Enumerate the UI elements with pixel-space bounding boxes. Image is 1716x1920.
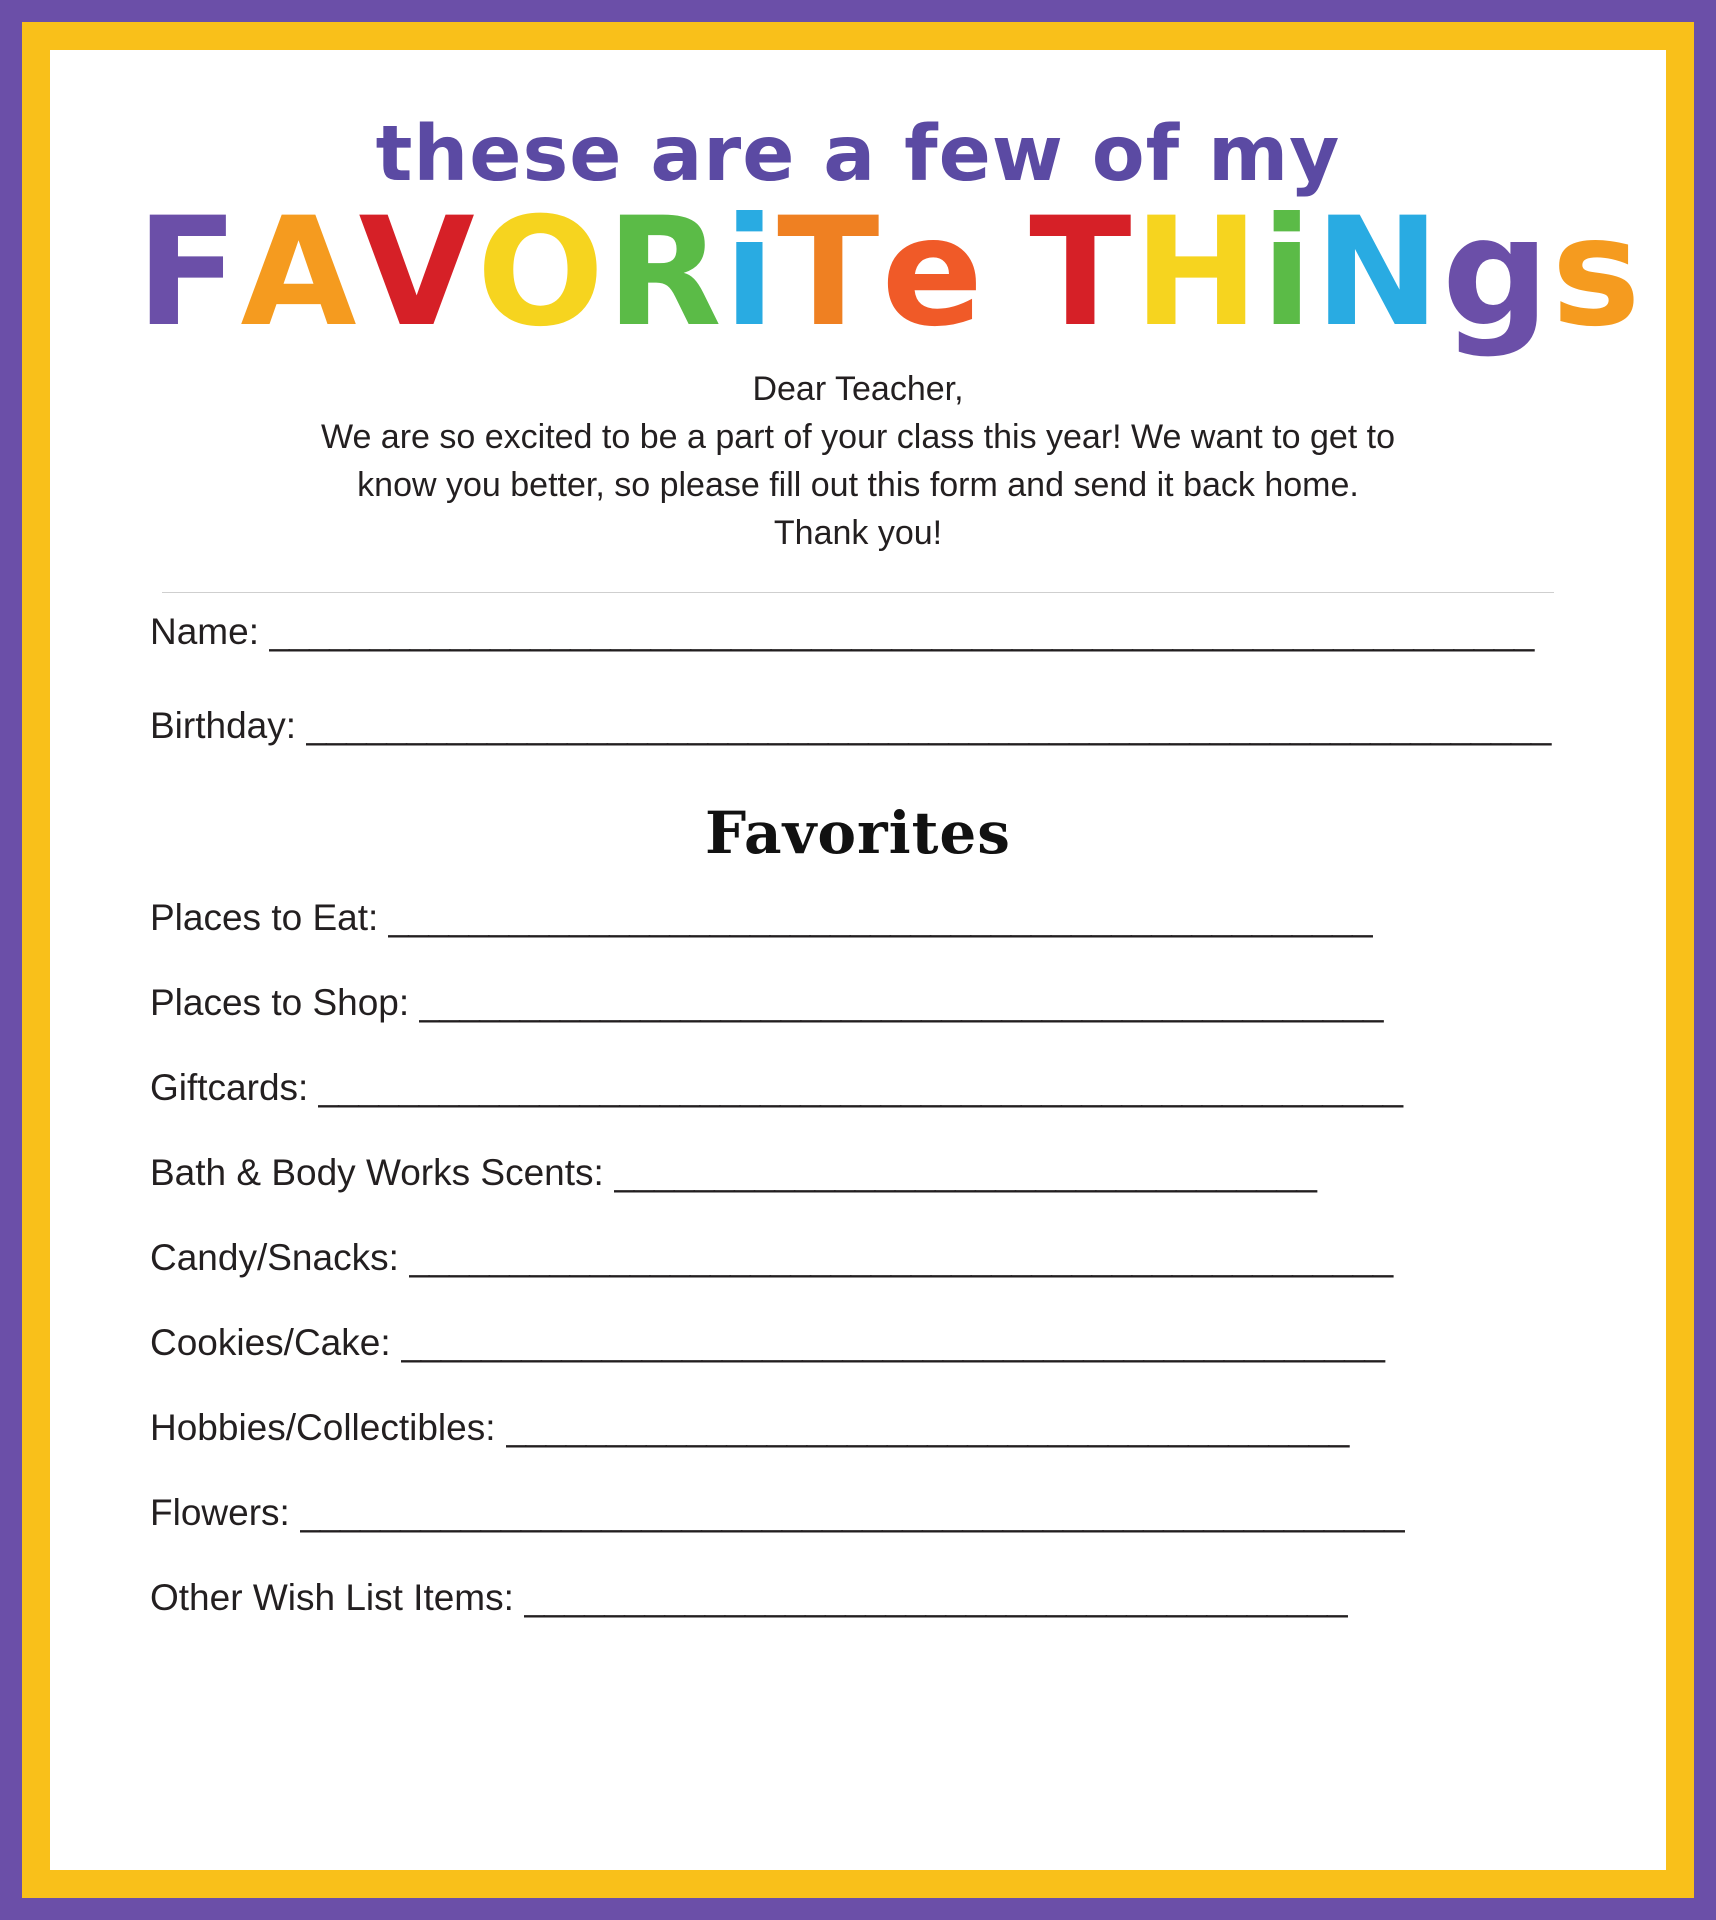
field-candy-snacks[interactable] — [150, 1237, 1566, 1279]
field-giftcards[interactable] — [150, 1067, 1566, 1109]
favorites-heading: Favorites — [705, 798, 1011, 867]
letter-body — [136, 365, 1580, 558]
title-letter: A — [240, 186, 359, 360]
field-writeline[interactable]: ________________________________________________ — [419, 981, 1383, 1023]
field-label: Hobbies/Collectibles: — [150, 1406, 496, 1448]
letter-line: We are so excited to be a part of your class this year! We want to get to — [320, 417, 1396, 456]
title-letter: V — [358, 186, 477, 360]
field-writeline[interactable]: ___________________________________ — [613, 1151, 1317, 1193]
title-letter: s — [1551, 186, 1643, 360]
field-label: Birthday: — [150, 704, 297, 746]
title-letter: g — [1442, 186, 1552, 360]
field-other-wish-list-items[interactable] — [150, 1577, 1566, 1619]
field-cookies-cake[interactable] — [150, 1322, 1566, 1364]
title-letter: i — [1261, 186, 1315, 360]
field-label: Cookies/Cake: — [150, 1321, 391, 1363]
title-letter: F — [136, 186, 241, 360]
title-letter: H — [1133, 186, 1262, 360]
field-label: Giftcards: — [150, 1066, 309, 1108]
letter-line: know you better, so please fill out this form and send it back home. — [357, 466, 1359, 505]
field-label: Candy/Snacks: — [150, 1236, 399, 1278]
letter-line: Dear Teacher, — [752, 369, 964, 408]
field-label: Name: — [150, 610, 259, 652]
field-label: Other Wish List Items: — [150, 1576, 514, 1618]
title-letter: O — [476, 186, 607, 360]
field-writeline[interactable]: _______________________________________________________________ — [268, 610, 1534, 652]
field-writeline[interactable]: ______________________________________________________________ — [306, 704, 1551, 746]
field-flowers[interactable] — [150, 1492, 1566, 1534]
field-label: Places to Eat: — [150, 896, 379, 938]
title-letter: i — [723, 186, 778, 360]
field-writeline[interactable]: _______________________________________________________ — [299, 1491, 1405, 1533]
field-birthday[interactable] — [150, 705, 1566, 747]
title-letter: R — [606, 186, 724, 360]
field-writeline[interactable]: __________________________________________ — [505, 1406, 1349, 1448]
title-subline: these are a few of my — [375, 110, 1341, 199]
field-writeline[interactable]: _________________________________________ — [523, 1576, 1348, 1618]
field-places-to-eat[interactable] — [150, 897, 1566, 939]
field-hobbies-collectibles[interactable] — [150, 1407, 1566, 1449]
field-writeline[interactable]: ______________________________________________________ — [318, 1066, 1403, 1108]
letter-line: Thank you! — [773, 514, 943, 553]
field-bath-body-works-scents[interactable] — [150, 1152, 1566, 1194]
title-letter: e — [881, 186, 986, 360]
field-label: Flowers: — [150, 1491, 290, 1533]
field-writeline[interactable]: _________________________________________________ — [388, 896, 1373, 938]
field-places-to-shop[interactable] — [150, 982, 1566, 1024]
title-main — [136, 186, 1643, 360]
form-fields — [136, 611, 1580, 1830]
title-letter: T — [1029, 186, 1134, 360]
field-writeline[interactable]: _________________________________________________ — [408, 1236, 1393, 1278]
inner-border-frame — [22, 22, 1694, 1898]
field-label: Bath & Body Works Scents: — [150, 1151, 604, 1193]
field-name[interactable] — [150, 611, 1566, 653]
section-divider — [162, 592, 1554, 593]
field-writeline[interactable]: _________________________________________________ — [400, 1321, 1385, 1363]
form-sheet — [50, 50, 1666, 1870]
field-label: Places to Shop: — [150, 981, 410, 1023]
title-letter: N — [1314, 186, 1443, 360]
title-letter: T — [777, 186, 882, 360]
